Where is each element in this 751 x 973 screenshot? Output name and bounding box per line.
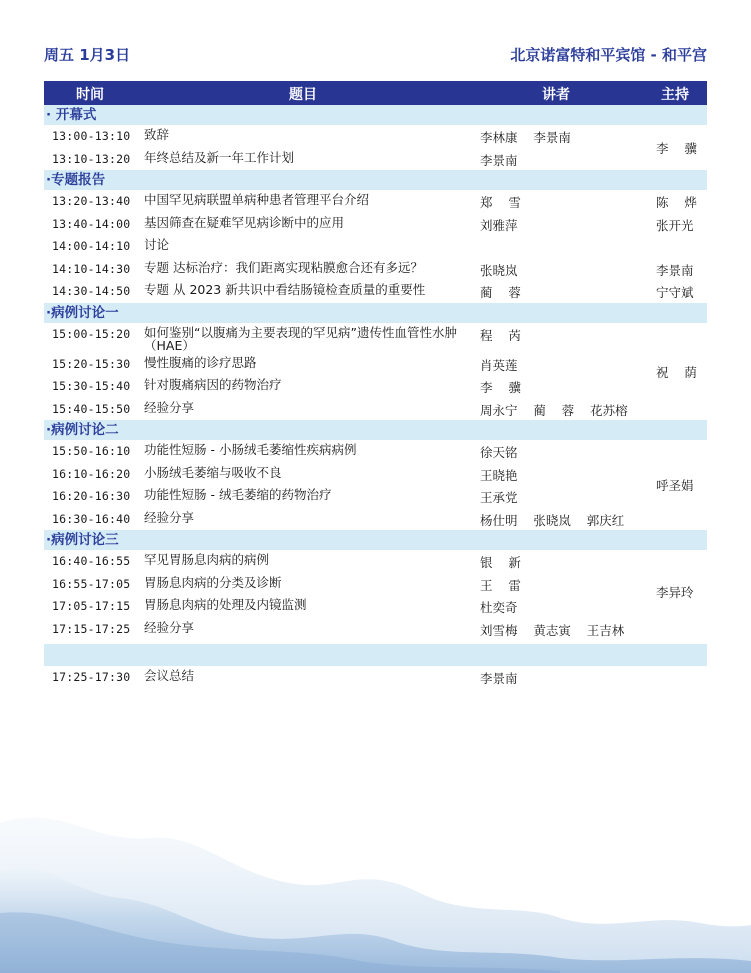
row-speaker: 杜奕奇 bbox=[480, 600, 518, 615]
section-divider-band bbox=[44, 644, 707, 666]
row-speaker: 程 芮 bbox=[480, 327, 521, 343]
row-time: 13:40-14:00 bbox=[52, 216, 131, 231]
row-speaker: 李景南 bbox=[480, 671, 518, 686]
table-header bbox=[44, 81, 707, 105]
row-time: 17:15-17:25 bbox=[52, 621, 131, 636]
section-title-case-2: ·病例讨论二 bbox=[44, 420, 707, 440]
row-speaker: 李 骥 bbox=[480, 380, 521, 395]
row-time: 16:30-16:40 bbox=[52, 511, 131, 526]
table-row bbox=[44, 148, 707, 171]
row-speaker: 刘雅萍 bbox=[480, 217, 518, 233]
table-row bbox=[44, 375, 707, 398]
row-topic: 会议总结 bbox=[144, 668, 195, 683]
row-topic: 专题 从 2023 新共识中看结肠镜检查质量的重要性 bbox=[144, 282, 426, 297]
row-time: 16:55-17:05 bbox=[52, 576, 131, 591]
table-row bbox=[44, 280, 707, 303]
table-row bbox=[44, 235, 707, 258]
table-row bbox=[44, 353, 707, 376]
table-row bbox=[44, 618, 707, 641]
row-time: 16:20-16:30 bbox=[52, 489, 131, 503]
section-case-3-rows bbox=[44, 550, 707, 640]
row-speaker: 王承党 bbox=[480, 490, 518, 505]
table-row bbox=[44, 190, 707, 213]
column-header-speaker: 讲者 bbox=[542, 87, 570, 103]
section-host: 李异玲 bbox=[656, 585, 694, 600]
row-topic: 小肠绒毛萎缩与吸收不良 bbox=[144, 464, 282, 480]
row-speaker: 张晓岚 bbox=[480, 262, 518, 278]
section-case-1-rows bbox=[44, 323, 707, 421]
venue-label: 北京诺富特和平宾馆 - 和平宫 bbox=[510, 46, 707, 64]
row-topic: 专题 达标治疗：我们距离实现粘膜愈合还有多远？ bbox=[144, 259, 423, 275]
row-speaker: 刘雪梅 黄志寅 王吉林 bbox=[480, 622, 625, 638]
mountain-background bbox=[0, 743, 751, 973]
table-row bbox=[44, 508, 707, 531]
row-topic: 年终总结及新一年工作计划 bbox=[144, 149, 295, 165]
row-time: 13:10-13:20 bbox=[52, 151, 131, 166]
row-speaker: 徐天铭 bbox=[480, 445, 518, 460]
column-header-topic: 题目 bbox=[289, 87, 317, 103]
section-host: 呼圣娟 bbox=[656, 478, 694, 493]
section-case-2-rows bbox=[44, 440, 707, 530]
table-row bbox=[44, 125, 707, 148]
table-row bbox=[44, 258, 707, 281]
row-speaker: 郑 雪 bbox=[480, 195, 521, 210]
row-topic: 胃肠息肉病的分类及诊断 bbox=[144, 574, 282, 590]
row-topic: 胃肠息肉病的处理及内镜监测 bbox=[144, 597, 307, 612]
table-row bbox=[44, 550, 707, 573]
table-row bbox=[44, 485, 707, 508]
section-reports-rows bbox=[44, 190, 707, 303]
row-topic: 如何鉴别“以腹痛为主要表现的罕见病”遗传性血管性水肿（HAE） bbox=[144, 324, 457, 353]
row-speaker: 肖英莲 bbox=[480, 357, 518, 373]
row-topic: 罕见胃肠息肉病的病例 bbox=[144, 552, 270, 567]
section-title-reports: ·专题报告 bbox=[44, 170, 707, 190]
row-speaker: 王晓艳 bbox=[480, 467, 518, 483]
row-speaker: 李林康 李景南 bbox=[480, 130, 571, 145]
row-speaker: 银 新 bbox=[480, 555, 521, 570]
row-topic: 基因筛查在疑难罕见病诊断中的应用 bbox=[144, 214, 345, 230]
row-topic: 经验分享 bbox=[144, 399, 195, 415]
table-row bbox=[44, 398, 707, 421]
row-time: 13:00-13:10 bbox=[52, 129, 131, 143]
table-row bbox=[44, 323, 707, 353]
column-header-time: 时间 bbox=[76, 87, 104, 103]
row-speaker: 李景南 bbox=[480, 152, 518, 168]
row-topic: 针对腹痛病因的药物治疗 bbox=[144, 377, 282, 392]
table-row bbox=[44, 595, 707, 618]
row-topic: 中国罕见病联盟单病种患者管理平台介绍 bbox=[144, 192, 370, 207]
section-opening-rows bbox=[44, 125, 707, 170]
section-title-case-3: ·病例讨论三 bbox=[44, 530, 707, 550]
row-host: 陈 烨 bbox=[656, 195, 697, 210]
row-topic: 致辞 bbox=[144, 127, 170, 142]
row-host: 宁守斌 bbox=[656, 285, 694, 300]
row-speaker: 杨仕明 张晓岚 郭庆红 bbox=[480, 512, 625, 528]
table-row-closing bbox=[44, 666, 707, 689]
section-host: 祝 荫 bbox=[656, 364, 697, 380]
date-label: 周五 1月3日 bbox=[44, 46, 131, 64]
schedule-table bbox=[44, 81, 707, 689]
table-row bbox=[44, 440, 707, 463]
row-time: 16:10-16:20 bbox=[52, 466, 131, 481]
row-time: 16:40-16:55 bbox=[52, 554, 131, 568]
row-topic: 讨论 bbox=[144, 237, 170, 252]
section-title-case-1: ·病例讨论一 bbox=[44, 303, 707, 323]
row-time: 14:00-14:10 bbox=[52, 239, 131, 253]
column-header-host: 主持 bbox=[661, 87, 689, 103]
table-row bbox=[44, 573, 707, 596]
section-title-opening: · 开幕式 bbox=[44, 105, 707, 125]
row-topic: 慢性腹痛的诊疗思路 bbox=[144, 354, 257, 370]
table-row bbox=[44, 463, 707, 486]
row-speaker: 王 雷 bbox=[480, 577, 521, 593]
row-topic: 经验分享 bbox=[144, 619, 195, 635]
section-host: 李 骥 bbox=[656, 141, 697, 156]
row-host: 李景南 bbox=[656, 262, 694, 278]
row-speaker: 周永宁 蔺 蓉 花苏榕 bbox=[480, 402, 628, 418]
row-topic: 经验分享 bbox=[144, 509, 195, 525]
row-speaker: 蔺 蓉 bbox=[480, 285, 521, 300]
row-time: 15:00-15:20 bbox=[52, 326, 131, 341]
row-time: 15:30-15:40 bbox=[52, 379, 131, 393]
row-time: 15:40-15:50 bbox=[52, 401, 131, 416]
row-time: 17:25-17:30 bbox=[52, 670, 131, 684]
row-time: 15:50-16:10 bbox=[52, 444, 131, 458]
table-row bbox=[44, 213, 707, 236]
row-topic: 功能性短肠 - 小肠绒毛萎缩性疾病病例 bbox=[144, 442, 357, 457]
row-time: 14:30-14:50 bbox=[52, 284, 131, 298]
row-topic: 功能性短肠 - 绒毛萎缩的药物治疗 bbox=[144, 487, 332, 502]
row-time: 17:05-17:15 bbox=[52, 599, 131, 613]
row-time: 14:10-14:30 bbox=[52, 261, 131, 276]
row-time: 13:20-13:40 bbox=[52, 194, 131, 208]
row-time: 15:20-15:30 bbox=[52, 356, 131, 371]
row-host: 张开光 bbox=[656, 217, 694, 233]
